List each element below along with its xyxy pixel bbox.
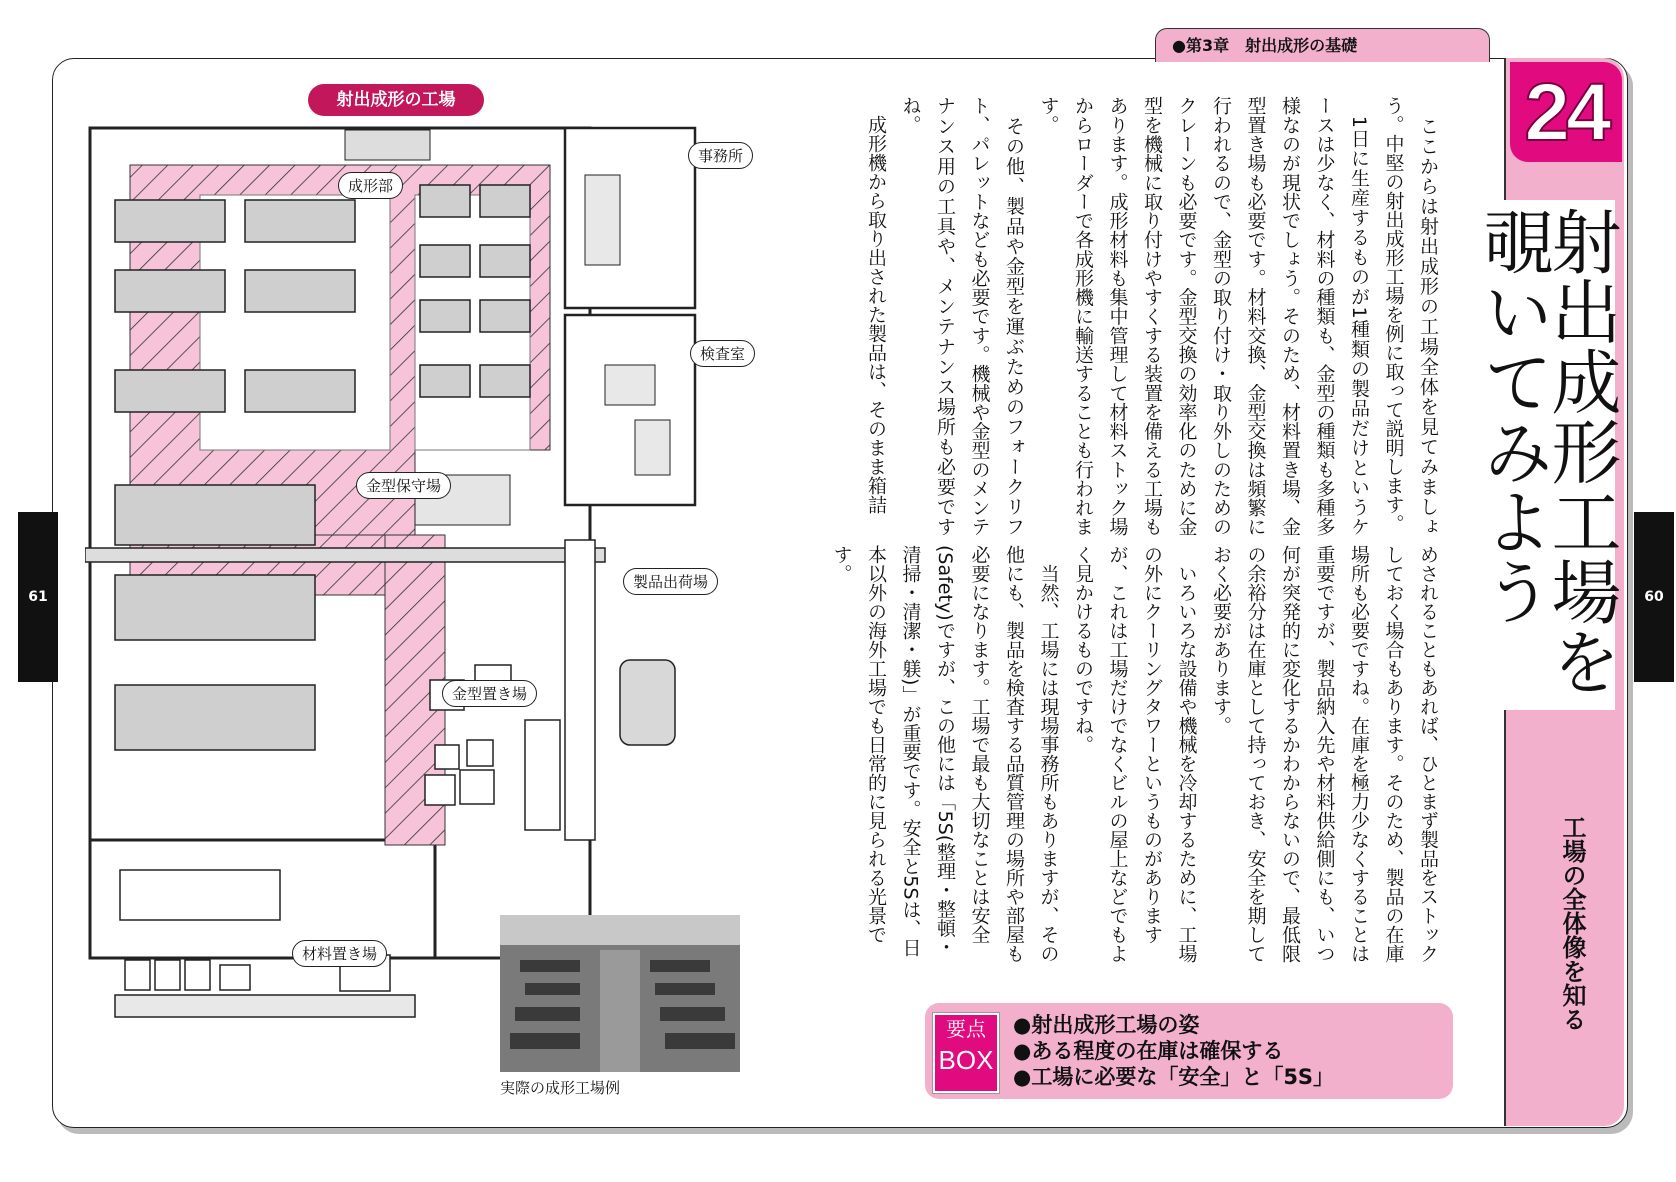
key-points-label-top: 要点 — [946, 1019, 986, 1041]
label-office: 事務所 — [688, 142, 753, 169]
section-number: 24 — [1524, 67, 1608, 158]
photo-caption: 実際の成形工場例 — [500, 1079, 621, 1097]
section-title: 射出成形工場を 覗いてみよう — [1475, 200, 1615, 710]
body-text-upper: ここからは射出成形の工場全体を見てみましょう。中堅の射出成形工場を例に取って説明します。 1日に生産するものが1種類の製品だけというケースは少なく、材料の種類も、金型の種類も多種多様なのが現状でしょう。そのため、材料置き場、金型置き場も必要です。材料交換、金型交換は頻繁に行われるので、金型の取り付け・取り外しのためのクレーンも必要です。金型交換の効率化のために金型を機械に取り付けやすくする装置を備える工場もあります。成形材料も集中管理して材料ストック場からローダーで各成形機に輸送することも行われます。 その他、製品や金型を運ぶためのフォークリフト、パレットなども必要です。機械や金型のメンテナンス用の工具や、メンテナンス場所も必要ですね。 成形機から取り出された製品は、そのまま箱詰 — [865, 96, 1439, 536]
label-shipping-area: 製品出荷場 — [623, 568, 718, 595]
key-points-label-bottom: BOX — [938, 1045, 994, 1075]
label-material-storage: 材料置き場 — [292, 940, 387, 967]
page-number-right: 60 — [1634, 512, 1674, 682]
body-text-lower: めされることもあれば、ひとまず製品をストックしておく場合もあります。そのため、製品の在庫場所も必要ですね。在庫を極力少なくすることは重要ですが、製品納入先や材料供給側にも、いつ何が突発的に変化するかわからないので、最低限の余裕分は在庫として持っておき、安全を期しておく必要があります。 いろいろな設備や機械を冷却するために、工場の外にクーリングタワーというものがありますが、これは工場だけでなくビルの屋上などでもよく見かけるものですね。 当然、工場には現場事務所もありますが、その他にも、製品を検査する品質管理の場所や部屋も必要になります。工場で最も大切なことは安全(Safety)ですが、この他には「5S(整理・整頓・清掃・清潔・躾)」が重要です。安全と5Sは、日本以外の海外工場でも日常的に見られる光景です。 — [830, 545, 1439, 963]
figure-title: 射出成形の工場 — [308, 84, 484, 116]
key-point-item: ●射出成形工場の姿 — [1013, 1013, 1200, 1037]
key-point-item: ●ある程度の在庫は確保する — [1013, 1039, 1284, 1063]
chapter-tab: ●第3章 射出成形の基礎 — [1155, 28, 1490, 62]
key-points-label — [933, 1013, 999, 1093]
label-inspection-room: 検査室 — [690, 340, 755, 367]
side-title: 工場の全体像を知る — [1558, 815, 1586, 1031]
label-mold-storage: 金型置き場 — [442, 680, 537, 707]
key-points-list — [1013, 1012, 1334, 1090]
factory-photo — [500, 915, 740, 1072]
key-point-item: ●工場に必要な「安全」と「5S」 — [1013, 1065, 1335, 1089]
label-mold-maintenance: 金型保守場 — [356, 472, 451, 499]
label-molding-area: 成形部 — [338, 172, 403, 199]
page-number-left: 61 — [18, 512, 58, 682]
section-number-badge — [1510, 62, 1622, 162]
